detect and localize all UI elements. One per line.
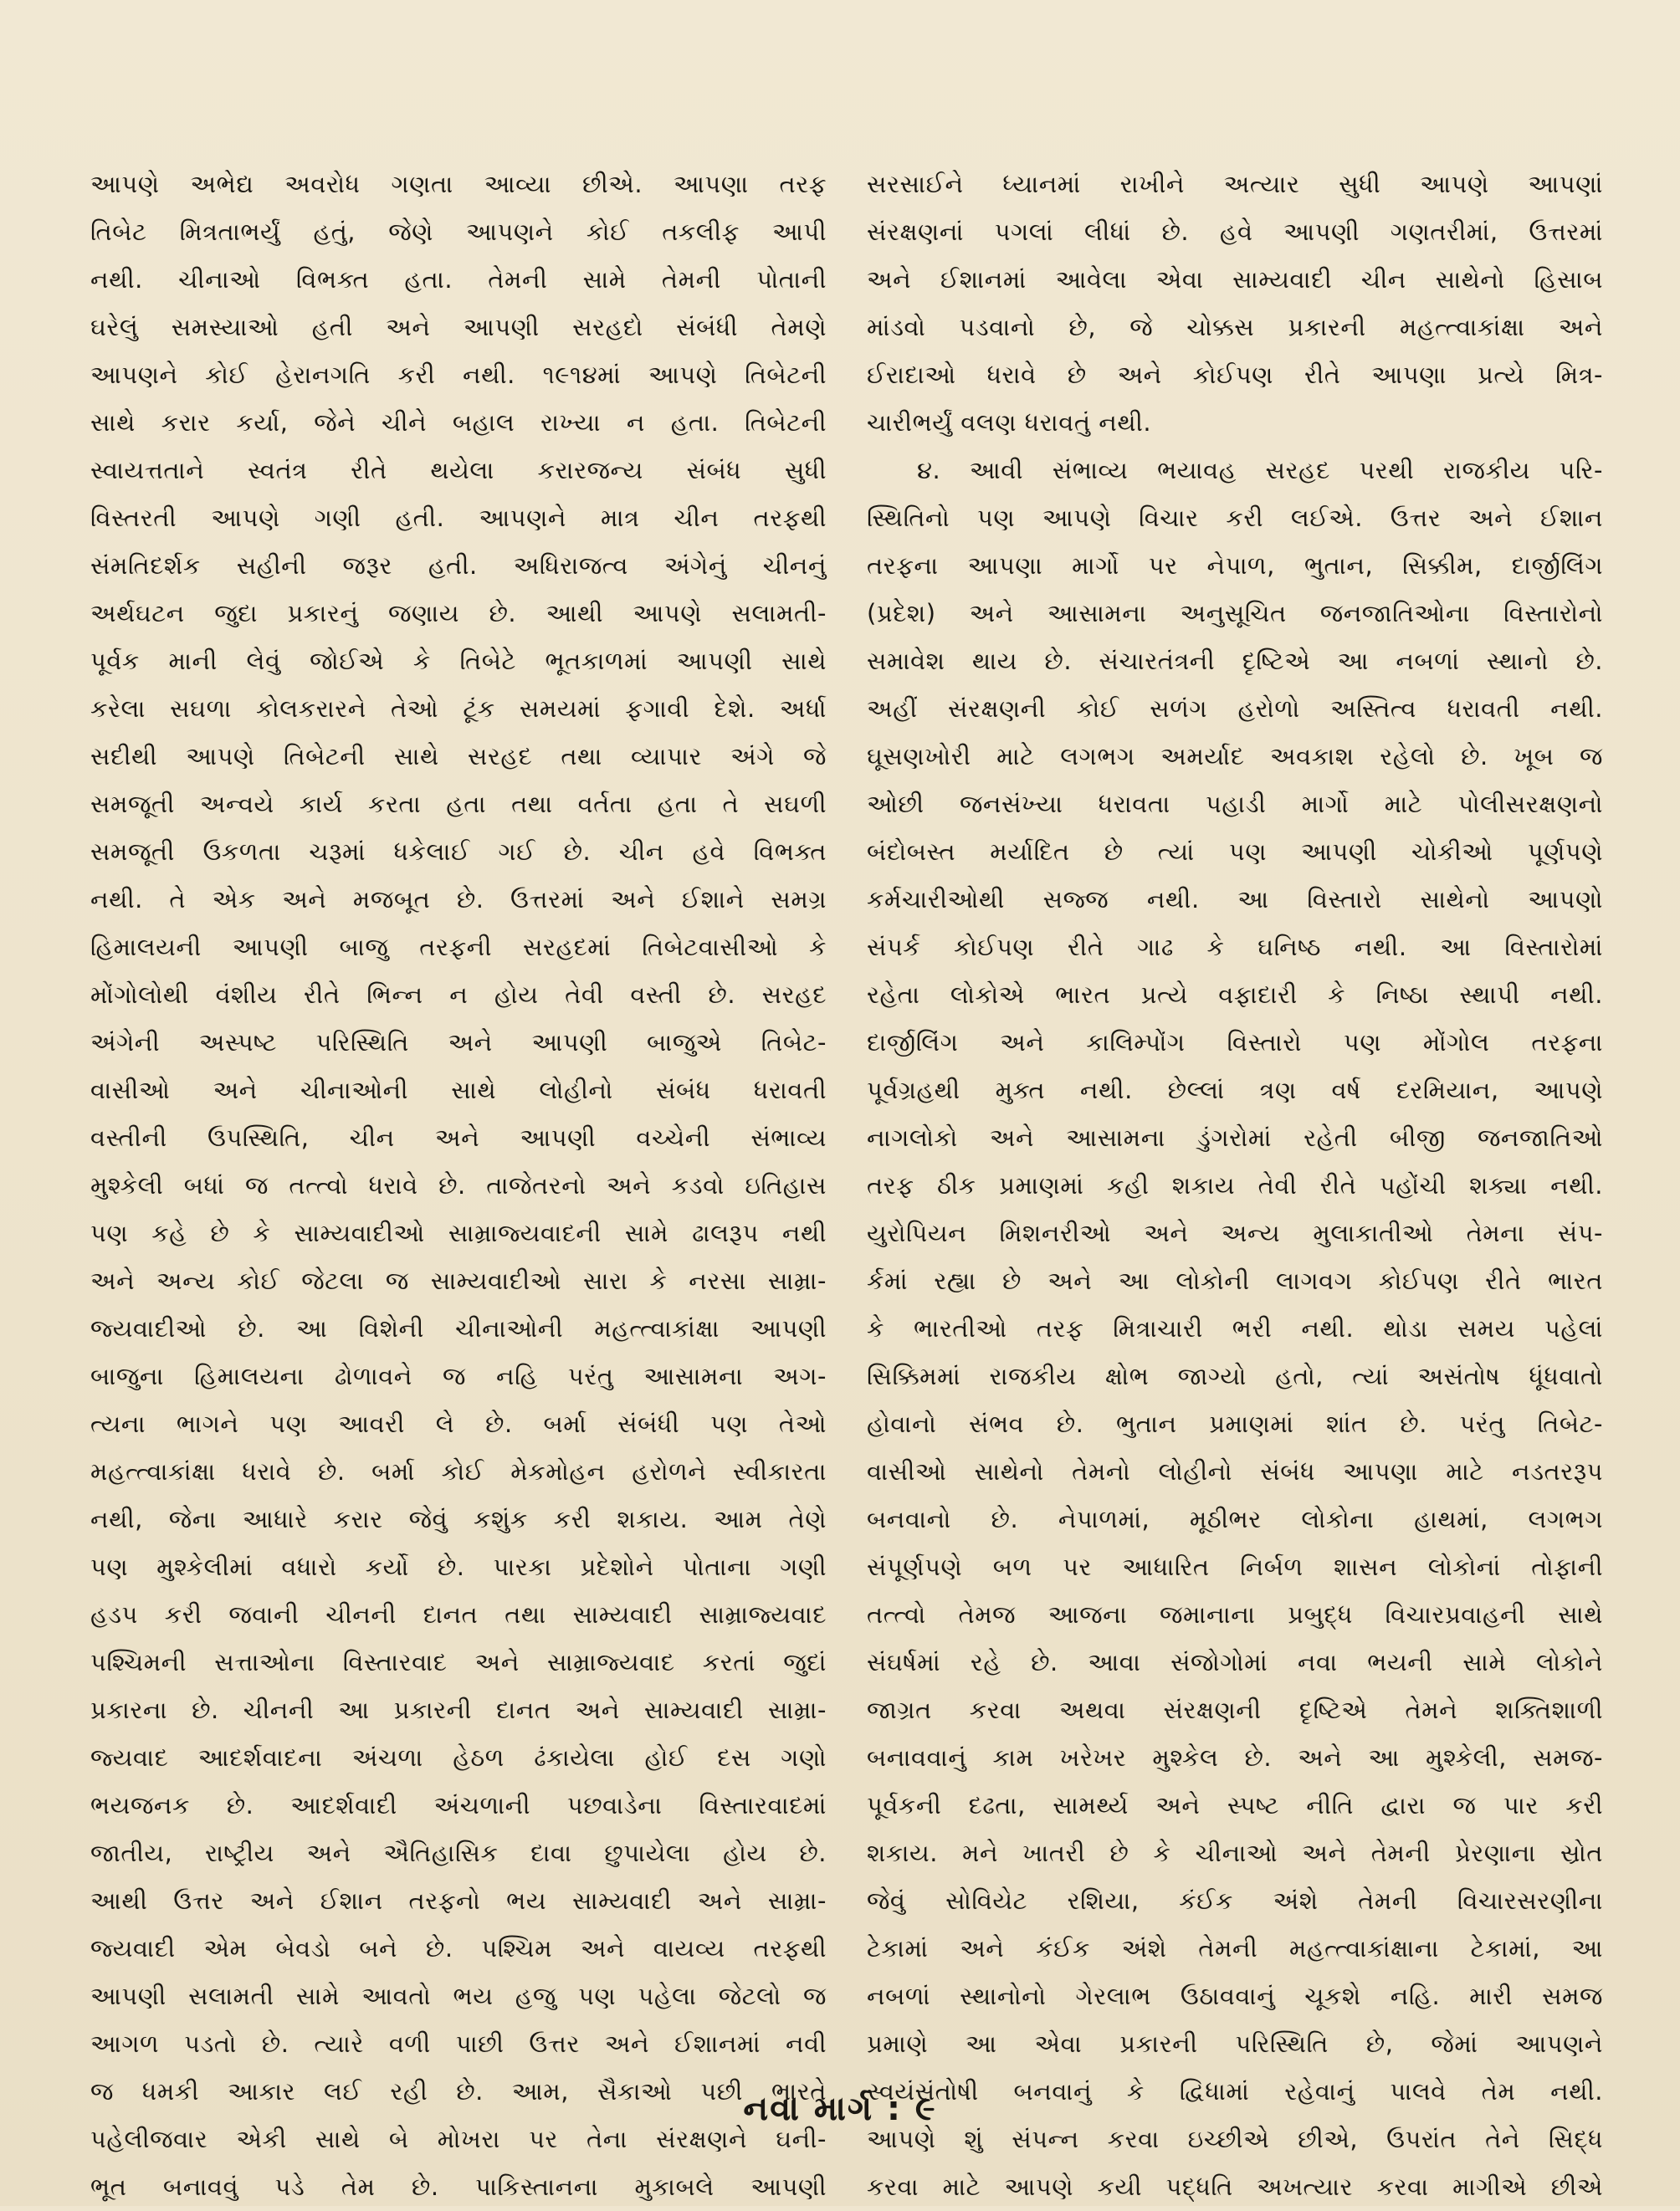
text-line: સંઘર્ષમાં રહે છે. આવા સંજોગોમાં નવા ભયની સામે લોકોને [867,1648,1603,1676]
text-line: સ્વયંસંતોષી બનવાનું કે દ્વિધામાં રહેવાનું પાલવે તેમ નથી. [867,2077,1603,2106]
text-line: દાર્જીલિંગ અને કાલિમ્પોંગ વિસ્તારો પણ મોંગોલ તરફના [867,1028,1603,1057]
text-line: સમાવેશ થાય છે. સંચારતંત્રની દૃષ્ટિએ આ નબળાં સ્થાનો છે. [867,647,1603,675]
text-line: નથી. તે એક અને મજબૂત છે. ઉત્તરમાં અને ઈશાને સમગ્ર [90,885,827,914]
text-line: પણ કહે છે કે સામ્યવાદીઓ સામ્રાજ્યવાદની સામે ઢાલરૂપ નથી [90,1219,827,1247]
page-footer: નવા માર્ગ : ૯ [743,2090,937,2128]
text-line: પૂર્વકની દઢતા, સામર્થ્ય અને સ્પષ્ટ નીતિ દ્વારા જ પાર કરી [867,1791,1603,1819]
text-line: સ્વાયત્તતાને સ્વતંત્ર રીતે થયેલા કરારજન્ય સંબંધ સુધી [90,456,827,484]
text-line: પ્રકારના છે. ચીનની આ પ્રકારની દાનત અને સામ્યવાદી સામ્રા- [90,1696,827,1724]
text-line: ભયજનક છે. આદર્શવાદી અંચળાની પછવાડેના વિસ્તારવાદમાં [90,1791,827,1819]
text-line: કરેલા સઘળા કોલકરારને તેઓ ટૂંક સમયમાં ફગાવી દેશે. અર્ધા [90,694,827,723]
text-line: મુશ્કેલી બધાં જ તત્ત્વો ધરાવે છે. તાજેતરનો અને કડવો ઇતિહાસ [90,1171,827,1200]
right-column [867,161,1603,2201]
paragraph-start-line: ૪. આવી સંભાવ્ય ભયાવહ સરહદ પરથી રાજકીય પરિ- [917,456,1603,484]
left-column [90,161,827,2201]
text-line: સંરક્ષણનાં પગલાં લીધાં છે. હવે આપણી ગણતરીમાં, ઉત્તરમાં [867,218,1603,246]
text-line: માંડવો પડવાનો છે, જે ચોક્કસ પ્રકારની મહત્ત્વાકાંક્ષા અને [867,313,1603,341]
text-line: બનાવવાનું કામ ખરેખર મુશ્કેલ છે. અને આ મુશ્કેલી, સમજ- [867,1743,1603,1772]
text-line: કર્મચારીઓથી સજ્જ નથી. આ વિસ્તારો સાથેનો આપણો [867,885,1603,914]
text-line: નબળાં સ્થાનોનો ગેરલાભ ઉઠાવવાનું ચૂકશે નહિ. મારી સમજ [867,1982,1603,2010]
text-line: કરવા માટે આપણે કયી પદ્ધતિ અખત્યાર કરવા માગીએ છીએ [867,2173,1603,2201]
text-line: પણ મુશ્કેલીમાં વધારો કર્યો છે. પારકા પ્રદેશોને પોતાના ગણી [90,1553,827,1581]
text-line: બંદોબસ્ત મર્યાદિત છે ત્યાં પણ આપણી ચોકીઓ પૂર્ણપણે [867,837,1603,866]
text-line: તરફના આપણા માર્ગો પર નેપાળ, ભુતાન, સિક્કીમ, દાર્જીલિંગ [867,551,1603,580]
text-line: નથી. ચીનાઓ વિભક્ત હતા. તેમની સામે તેમની પોતાની [90,265,827,294]
text-line: અર્થઘટન જુદા પ્રકારનું જણાય છે. આથી આપણે સલામતી- [90,599,827,627]
text-line: સમજૂતી અન્વયે કાર્ય કરતા હતા તથા વર્તતા હતા તે સઘળી [90,790,827,818]
text-line: અહીં સંરક્ષણની કોઈ સળંગ હરોળો અસ્તિત્વ ધરાવતી નથી. [867,694,1603,723]
text-line: પ્રમાણે આ એવા પ્રકારની પરિસ્થિતિ છે, જેમાં આપણને [867,2029,1603,2058]
text-line: જ્યવાદી એમ બેવડો બને છે. પશ્ચિમ અને વાયવ્ય તરફથી [90,1934,827,1963]
text-line: આપણે શું સંપન્ન કરવા ઇચ્છીએ છીએ, ઉપરાંત તેને સિદ્ધ [867,2125,1603,2153]
text-line: આપણે અભેદ્ય અવરોધ ગણતા આવ્યા છીએ. આપણા તરફ [90,170,827,198]
text-line: સ્થિતિનો પણ આપણે વિચાર કરી લઈએ. ઉત્તર અને ઈશાન [867,504,1603,532]
text-line: સમજૂતી ઉકળતા ચરૂમાં ધકેલાઈ ગઈ છે. ચીન હવે વિભક્ત [90,837,827,866]
text-line: યુરોપિયન મિશનરીઓ અને અન્ય મુલાકાતીઓ તેમના સંપ- [867,1219,1603,1247]
text-line: સિક્કિમમાં રાજકીય ક્ષોભ જાગ્યો હતો, ત્યાં અસંતોષ ધૂંધવાતો [867,1362,1603,1390]
text-line: આપણી સલામતી સામે આવતો ભય હજુ પણ પહેલા જેટલો જ [90,1982,827,2010]
text-line: પશ્ચિમની સત્તાઓના વિસ્તારવાદ અને સામ્રાજ્યવાદ કરતાં જુદાં [90,1648,827,1676]
text-line: સંપૂર્ણપણે બળ પર આધારિત નિર્બળ શાસન લોકોનાં તોફાની [867,1553,1603,1581]
text-line: પૂર્વગ્રહથી મુક્ત નથી. છેલ્લાં ત્રણ વર્ષ દરમિયાન, આપણે [867,1076,1603,1104]
text-line: બાજુના હિમાલયના ઢોળાવને જ નહિ પરંતુ આસામના અગ- [90,1362,827,1390]
text-line: ર્કમાં રહ્યા છે અને આ લોકોની લાગવગ કોઈપણ રીતે ભારત [867,1267,1603,1295]
text-line: ભૂત બનાવવું પડે તેમ છે. પાકિસ્તાનના મુકાબલે આપણી [90,2173,827,2201]
text-line: ત્યના ભાગને પણ આવરી લે છે. બર્મા સંબંધી પણ તેઓ [90,1410,827,1438]
text-line: જ્યવાદ આદર્શવાદના અંચળા હેઠળ ઢંકાયેલા હોઈ દસ ગણો [90,1743,827,1772]
text-line: મહત્ત્વાકાંક્ષા ધરાવે છે. બર્મા કોઈ મેકમોહન હરોળને સ્વીકારતા [90,1457,827,1486]
text-line: નથી, જેના આધારે કરાર જેવું કશુંક કરી શકાય. આમ તેણે [90,1505,827,1533]
text-line: કે ભારતીઓ તરફ મિત્રાચારી ભરી નથી. થોડા સમય પહેલાં [867,1314,1603,1343]
text-line: અને અન્ય કોઈ જેટલા જ સામ્યવાદીઓ સારા કે નરસા સામ્રા- [90,1267,827,1295]
text-line: જ્યવાદીઓ છે. આ વિશેની ચીનાઓની મહત્ત્વાકાંક્ષા આપણી [90,1314,827,1343]
text-line: સંમતિદર્શક સહીની જરૂર હતી. અધિરાજત્વ અંગેનું ચીનનું [90,551,827,580]
text-line: સરસાઈને ધ્યાનમાં રાખીને અત્યાર સુધી આપણે આપણાં [867,170,1603,198]
text-line: હોવાનો સંભવ છે. ભુતાન પ્રમાણમાં શાંત છે. પરંતુ તિબેટ- [867,1410,1603,1438]
text-line: હડપ કરી જવાની ચીનની દાનત તથા સામ્યવાદી સામ્રાજ્યવાદ [90,1600,827,1629]
text-line: આથી ઉત્તર અને ઈશાન તરફનો ભય સામ્યવાદી અને સામ્રા- [90,1886,827,1915]
text-line: તરફ ઠીક પ્રમાણમાં કહી શકાય તેવી રીતે પહોંચી શક્યા નથી. [867,1171,1603,1200]
text-line: અંગેની અસ્પષ્ટ પરિસ્થિતિ અને આપણી બાજુએ તિબેટ- [90,1028,827,1057]
text-line: સદીથી આપણે તિબેટની સાથે સરહદ તથા વ્યાપાર અંગે જે [90,742,827,770]
text-line: જ ધમકી આકાર લઈ રહી છે. આમ, સૈકાઓ પછી ભારતે [90,2077,827,2106]
text-line: હિમાલયની આપણી બાજુ તરફની સરહદમાં તિબેટવાસીઓ કે [90,933,827,961]
text-line: ઘરેલું સમસ્યાઓ હતી અને આપણી સરહદો સંબંધી તેમણે [90,313,827,341]
text-line: જાગ્રત કરવા અથવા સંરક્ષણની દૃષ્ટિએ તેમને શક્તિશાળી [867,1696,1603,1724]
text-line: પહેલીજવાર એકી સાથે બે મોખરા પર તેના સંરક્ષણને ઘની- [90,2125,827,2153]
text-line: સંપર્ક કોઈપણ રીતે ગાઢ કે ઘનિષ્ઠ નથી. આ વિસ્તારોમાં [867,933,1603,961]
text-line: અને ઈશાનમાં આવેલા એવા સામ્યવાદી ચીન સાથેનો હિસાબ [867,265,1603,294]
text-line: પૂર્વક માની લેવું જોઈએ કે તિબેટે ભૂતકાળમાં આપણી સાથે [90,647,827,675]
text-line: વસ્તીની ઉપસ્થિતિ, ચીન અને આપણી વચ્ચેની સંભાવ્ય [90,1123,827,1152]
text-line: સાથે કરાર કર્યા, જેને ચીને બહાલ રાખ્યા ન હતા. તિબેટની [90,408,827,437]
text-line: રહેતા લોકોએ ભારત પ્રત્યે વફાદારી કે નિષ્ઠા સ્થાપી નથી. [867,980,1603,1009]
text-line: ટેકામાં અને કંઈક અંશે તેમની મહત્ત્વાકાંક્ષાના ટેકામાં, આ [867,1934,1603,1963]
text-line: જાતીય, રાષ્ટ્રીય અને ઐતિહાસિક દાવા છુપાયેલા હોય છે. [90,1839,827,1867]
text-line: જેવું સોવિયેટ રશિયા, કંઈક અંશે તેમની વિચારસરણીના [867,1886,1603,1915]
text-line: ઓછી જનસંખ્યા ધરાવતા પહાડી માર્ગો માટે પોલીસરક્ષણનો [867,790,1603,818]
text-line: તત્ત્વો તેમજ આજના જમાનાના પ્રબુદ્ધ વિચારપ્રવાહની સાથે [867,1600,1603,1629]
text-line: નાગલોકો અને આસામના ડુંગરોમાં રહેતી બીજી જનજાતિઓ [867,1123,1603,1152]
text-line: વાસીઓ અને ચીનાઓની સાથે લોહીનો સંબંધ ધરાવતી [90,1076,827,1104]
text-line: તિબેટ મિત્રતાભર્યું હતું, જેણે આપણને કોઈ તકલીફ આપી [90,218,827,246]
text-line: ઘૂસણખોરી માટે લગભગ અમર્યાદ અવકાશ રહેલો છે. ખૂબ જ [867,742,1603,770]
text-line: વાસીઓ સાથેનો તેમનો લોહીનો સંબંધ આપણા માટે નડતરરૂપ [867,1457,1603,1486]
text-line: શકાય. મને ખાતરી છે કે ચીનાઓ અને તેમની પ્રેરણાના સ્રોત [867,1839,1603,1867]
text-line: આપણને કોઈ હેરાનગતિ કરી નથી. ૧૯૧૪માં આપણે તિબેટની [90,361,827,389]
text-line: વિસ્તરતી આપણે ગણી હતી. આપણને માત્ર ચીન તરફથી [90,504,827,532]
text-line: મોંગોલોથી વંશીય રીતે ભિન્ન ન હોય તેવી વસ્તી છે. સરહદ [90,980,827,1009]
text-line: ઈરાદાઓ ધરાવે છે અને કોઈપણ રીતે આપણા પ્રત્યે મિત્ર- [867,361,1603,389]
text-line: બનવાનો છે. નેપાળમાં, મૂઠીભર લોકોના હાથમાં, લગભગ [867,1505,1603,1533]
text-line: ચારીભર્યું વલણ ધરાવતું નથી. [867,408,1152,437]
text-line: (પ્રદેશ) અને આસામના અનુસૂચિત જનજાતિઓના વિસ્તારોનો [867,599,1603,627]
text-line: આગળ પડતો છે. ત્યારે વળી પાછી ઉત્તર અને ઈશાનમાં નવી [90,2029,827,2058]
